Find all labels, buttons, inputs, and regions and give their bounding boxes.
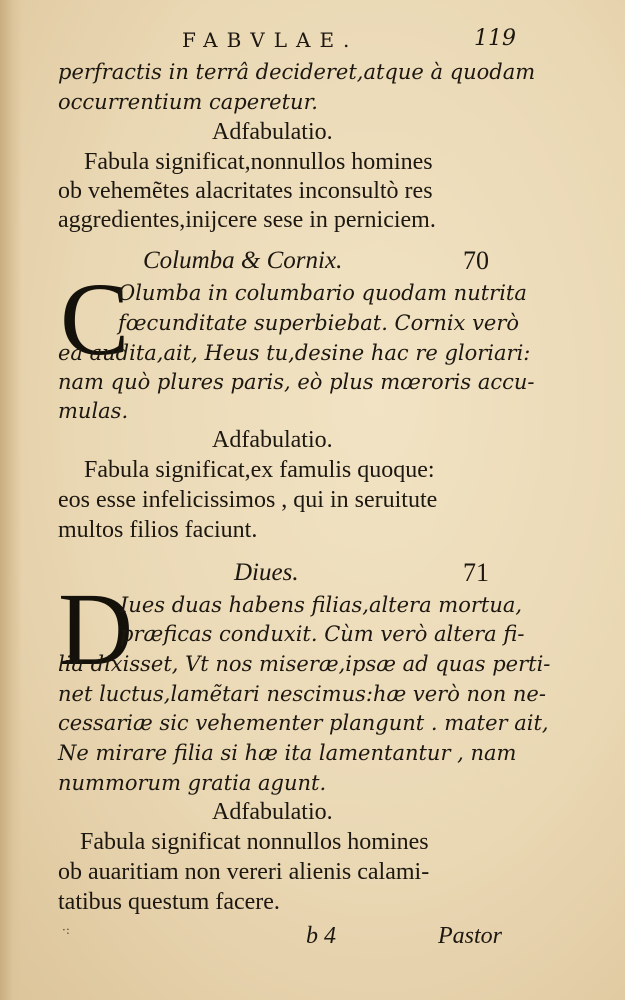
fable-70-drop-cap: C bbox=[60, 262, 130, 377]
fable-71-title: Diues. bbox=[234, 559, 299, 586]
fable-71-line-7: nummorum gratia agunt. bbox=[58, 771, 327, 795]
intro-line-1: perfractis in terrâ decideret,atque à quodam bbox=[58, 60, 536, 84]
running-title: FABVLAE. bbox=[182, 28, 359, 52]
page-gutter-shadow bbox=[0, 0, 22, 1000]
fable-71-line-3: lia dixisset, Vt nos miseræ,ipsæ ad quas perti- bbox=[58, 652, 551, 676]
intro-line-2: occurrentium caperetur. bbox=[58, 90, 318, 114]
fable-70-line-2: fœcunditate superbiebat. Cornix verò bbox=[118, 311, 520, 335]
ink-specks: ·: bbox=[62, 923, 70, 937]
fable-70-moral-line-2: eos esse infelicissimos , qui in seruitute bbox=[58, 487, 438, 513]
fable-70-line-1: Olumba in columbario quodam nutrita bbox=[118, 281, 527, 305]
intro-adfabulatio-heading: Adfabulatio. bbox=[212, 119, 333, 145]
fable-71-number: 71 bbox=[463, 558, 489, 587]
fable-71-moral-line-3: tatibus questum facere. bbox=[58, 889, 280, 915]
catchword: Pastor bbox=[438, 923, 503, 949]
fable-70-line-4: nam quò plures paris, eò plus mœroris accu- bbox=[58, 370, 535, 394]
fable-70-line-5: mulas. bbox=[58, 399, 129, 423]
fable-70-line-3: ea audita,ait, Heus tu,desine hac re gloriari: bbox=[58, 341, 531, 365]
fable-71-line-5: cessariæ sic vehementer plangunt . mater ait, bbox=[58, 711, 549, 735]
fable-70-moral-line-3: multos filios faciunt. bbox=[58, 517, 258, 543]
fable-71-adfabulatio-heading: Adfabulatio. bbox=[212, 799, 333, 825]
fable-71-line-6: Ne mirare filia si hæ ita lamentantur , nam bbox=[58, 741, 517, 765]
fable-71-line-2: præficas conduxit. Cùm verò altera fi- bbox=[120, 622, 525, 646]
intro-moral-line-3: aggredientes,inijcere sese in perniciem. bbox=[58, 207, 436, 233]
fable-70-title: Columba & Cornix. bbox=[143, 247, 343, 274]
intro-moral-line-1: Fabula significat,nonnullos homines bbox=[84, 149, 433, 175]
fable-71-drop-cap: D bbox=[58, 572, 134, 687]
fable-70-adfabulatio-heading: Adfabulatio. bbox=[212, 427, 333, 453]
intro-moral-line-2: ob vehemẽtes alacritates inconsultò res bbox=[58, 178, 433, 204]
page-number: 119 bbox=[474, 26, 516, 51]
fable-71-moral-line-1: Fabula significat nonnullos homines bbox=[80, 829, 429, 855]
fable-70-moral-line-1: Fabula significat,ex famulis quoque: bbox=[84, 457, 435, 483]
signature-mark: b 4 bbox=[306, 923, 336, 949]
fable-70-number: 70 bbox=[463, 246, 489, 275]
fable-71-line-1: Iues duas habens filias,altera mortua, bbox=[120, 593, 523, 617]
fable-71-line-4: net luctus,lamẽtari nescimus:hæ verò non ne- bbox=[58, 682, 546, 706]
fable-71-moral-line-2: ob auaritiam non vereri alienis calami- bbox=[58, 859, 430, 885]
